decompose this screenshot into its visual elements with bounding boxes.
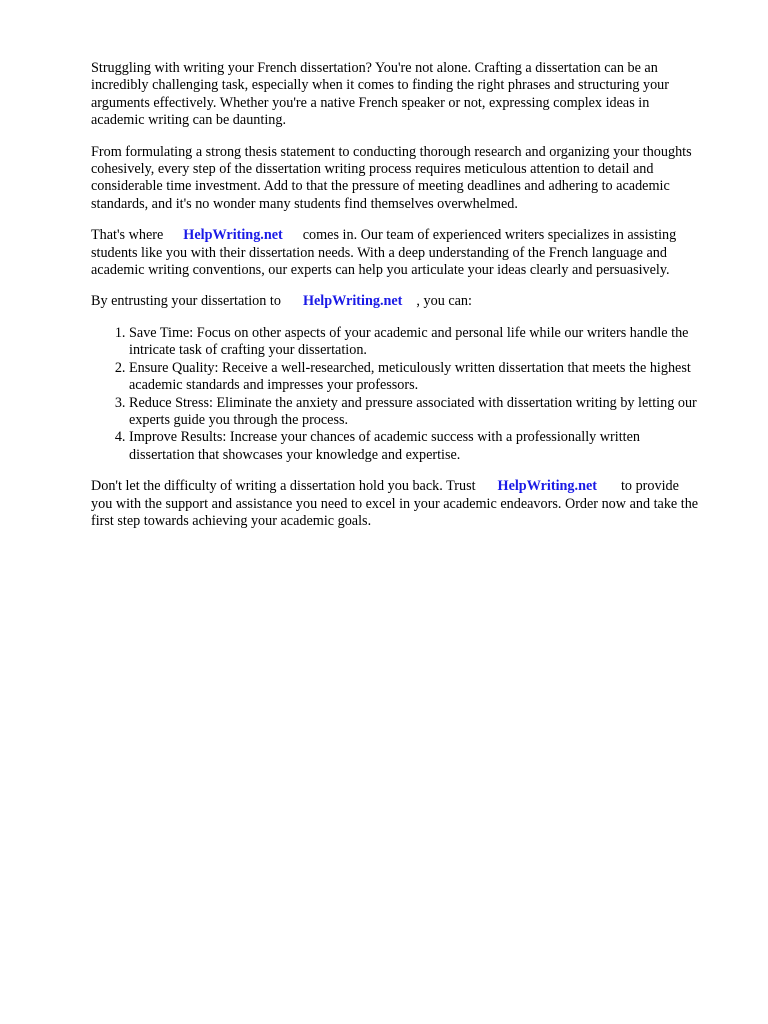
- intro-paragraph: Struggling with writing your French dissertation? You're not alone. Crafting a dissertation can be an incredibly challenging task, especially when it comes to finding the right phrases and structuring your arguments effectively. Whether you're a native French speaker or not, expressing complex ideas in academic writing can be daunting.: [91, 60, 669, 129]
- challenges-paragraph: From formulating a strong thesis statement to conducting thorough research and organizing your thoughts cohesively, every step of the dissertation writing process requires meticulous attention to detail and considerable time investment. Add to that the pressure of meeting deadlines and adhering to academic standards, and it's no wonder many students find themselves overwhelmed.: [91, 143, 692, 212]
- list-item: 1. Save Time: Focus on other aspects of your academic and personal life while our writers handle the intricate task of crafting your dissertation.: [129, 325, 701, 360]
- document-page: [91, 60, 701, 544]
- list-item: 2. Ensure Quality: Receive a well-researched, meticulously written dissertation that meets the highest academic standards and impresses your professors.: [129, 360, 701, 395]
- list-item: 4. Improve Results: Increase your chances of academic success with a professionally written dissertation that showcases your knowledge and expertise.: [129, 429, 701, 464]
- benefits-intro-paragraph: [91, 293, 701, 310]
- benefits-intro-lead: By entrusting your dissertation to: [91, 293, 281, 310]
- closing-paragraph-rest: to provide you with the support and assistance you need to excel in your academic endeavors. Order now and take the first step towards achieving your academic goals.: [91, 478, 699, 529]
- benefits-intro-rest: , you can:: [416, 293, 472, 310]
- service-paragraph: [91, 227, 701, 279]
- helpwriting-link-2[interactable]: HelpWriting.net: [302, 293, 403, 310]
- service-paragraph-lead: That's where: [91, 227, 164, 244]
- service-paragraph-rest: comes in. Our team of experienced writers specializes in assisting students like you with their dissertation needs. With a deep understanding of the French language and academic writing conventions, our experts can help you articulate your ideas clearly and persuasively.: [91, 227, 677, 279]
- helpwriting-link-1[interactable]: HelpWriting.net: [183, 227, 283, 244]
- closing-paragraph: [91, 478, 701, 530]
- list-item: 3. Reduce Stress: Eliminate the anxiety and pressure associated with dissertation writing by letting our experts guide you through the process.: [129, 395, 701, 430]
- benefits-list: [91, 325, 701, 464]
- helpwriting-link-3[interactable]: HelpWriting.net: [497, 478, 597, 495]
- closing-paragraph-lead: Don't let the difficulty of writing a dissertation hold you back. Trust: [91, 478, 476, 495]
